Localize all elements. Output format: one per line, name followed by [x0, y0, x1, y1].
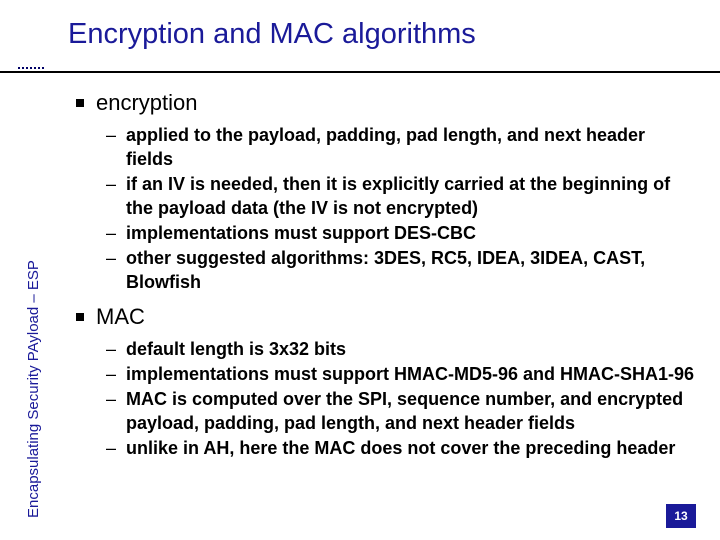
dash-icon: –: [106, 223, 117, 243]
list-item-text: applied to the payload, padding, pad length, and next header fields: [126, 125, 646, 169]
list-item-text: MAC is computed over the SPI, sequence number, and encrypted payload, padding, pad length, and next header fields: [126, 389, 684, 433]
list-item: [106, 387, 696, 435]
title-rule: [0, 71, 720, 73]
dash-icon: –: [106, 364, 117, 384]
slide-title: Encryption and MAC algorithms: [68, 18, 476, 50]
list-item: [106, 436, 696, 460]
list-item: [106, 221, 696, 245]
list-item-text: unlike in AH, here the MAC does not cover the preceding header: [126, 438, 676, 458]
list-item: [106, 172, 696, 220]
mac-list: [76, 337, 706, 460]
sidebar-label: Encapsulating Security PAyload – ESP: [25, 260, 42, 518]
section-heading-text: encryption: [96, 90, 198, 115]
dash-icon: –: [106, 125, 117, 145]
encryption-list: [76, 123, 706, 294]
list-item: [106, 362, 696, 386]
dash-icon: –: [106, 389, 117, 409]
page-number-badge: 13: [666, 504, 696, 528]
list-item: [106, 123, 696, 171]
section-heading-encryption: [76, 88, 706, 118]
list-item: [106, 337, 696, 361]
list-item: [106, 246, 696, 294]
list-item-text: if an IV is needed, then it is explicitly carried at the beginning of the payload data (the IV is not encrypted): [126, 174, 671, 218]
list-item-text: implementations must support HMAC-MD5-96 and HMAC-SHA1-96: [126, 364, 695, 384]
dash-icon: –: [106, 174, 117, 194]
title-rule-dots: [18, 67, 44, 69]
dash-icon: –: [106, 248, 117, 268]
list-item-text: implementations must support DES-CBC: [126, 223, 477, 243]
square-bullet-icon: [76, 99, 84, 107]
dash-icon: –: [106, 438, 117, 458]
dash-icon: –: [106, 339, 117, 359]
slide-content: [76, 88, 706, 540]
list-item-text: default length is 3x32 bits: [126, 339, 347, 359]
square-bullet-icon: [76, 313, 84, 321]
section-heading-text: MAC: [96, 304, 145, 329]
list-item-text: other suggested algorithms: 3DES, RC5, IDEA, 3IDEA, CAST, Blowfish: [126, 248, 646, 292]
section-heading-mac: [76, 302, 706, 332]
